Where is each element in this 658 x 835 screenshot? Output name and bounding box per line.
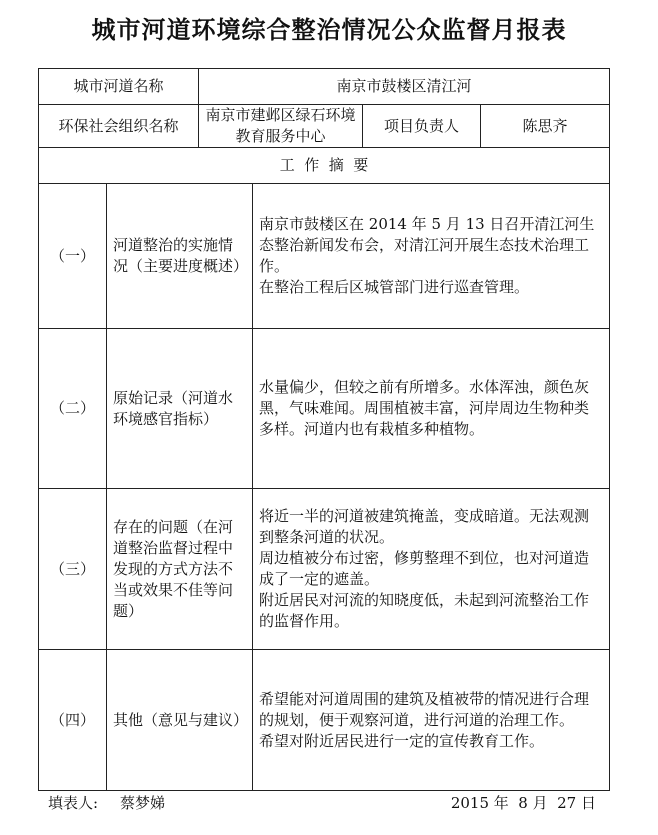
section-content <box>253 184 610 329</box>
section-label: 存在的问题（在河道整治监督过程中发现的方式方法不当或效果不佳等问题） <box>107 489 253 650</box>
section-content <box>253 329 610 489</box>
project-leader-value: 陈思齐 <box>481 105 610 148</box>
section-label: 原始记录（河道水环境感官指标） <box>107 329 253 489</box>
section-row <box>39 184 610 329</box>
section-paragraph: 水量偏少，但较之前有所增多。水体浑浊，颜色灰黑，气味难闻。周围植被丰富，河岸周边生物种类多样。河道内也有栽植多种植物。 <box>259 378 590 438</box>
summary-heading: 工 作 摘 要 <box>39 148 610 184</box>
org-name-value: 南京市建邺区绿石环境教育服务中心 <box>199 105 363 148</box>
section-paragraph: 南京市鼓楼区在 2014 年 5 月 13 日召开清江河生态整治新闻发布会，对清江河开展生态技术治理工作。 <box>259 215 595 275</box>
section-row <box>39 329 610 489</box>
section-paragraph: 在整治工程后区城管部门进行巡查管理。 <box>259 278 530 296</box>
section-paragraph: 希望对附近居民进行一定的宣传教育工作。 <box>259 731 545 750</box>
section-label: 河道整治的实施情况（主要进度概述） <box>107 184 253 329</box>
form-title: 城市河道环境综合整治情况公众监督月报表 <box>91 15 567 44</box>
summary-heading-row <box>39 148 610 184</box>
river-row <box>39 69 610 105</box>
org-name-label: 环保社会组织名称 <box>39 105 199 148</box>
filler-label: 填表人: <box>48 794 99 812</box>
section-number: （三） <box>39 489 107 650</box>
section-paragraph: 周边植被分布过密，修剪整理不到位，也对河道造成了一定的遮盖。 <box>259 549 590 588</box>
section-paragraph: 希望能对河道周围的建筑及植被带的情况进行合理的规划，便于观察河道，进行河道的治理工作。 <box>259 689 590 729</box>
section-paragraph: 附近居民对河流的知晓度低，未起到河流整治工作的监督作用。 <box>259 591 590 630</box>
section-number: （一） <box>39 184 107 329</box>
org-row <box>39 105 610 148</box>
report-table <box>38 68 610 791</box>
filler-name: 蔡梦娣 <box>120 794 166 812</box>
section-content <box>253 650 610 791</box>
section-content <box>253 489 610 650</box>
section-label: 其他（意见与建议） <box>107 650 253 791</box>
section-number: （四） <box>39 650 107 791</box>
river-name-label: 城市河道名称 <box>39 69 199 105</box>
section-paragraph: 将近一半的河道被建筑掩盖，变成暗道。无法观测到整条河道的状况。 <box>259 507 590 546</box>
fill-date: 2015 年 8 月 27 日 <box>450 794 596 812</box>
section-number: （二） <box>39 329 107 489</box>
section-row <box>39 489 610 650</box>
section-row <box>39 650 610 791</box>
river-name-value: 南京市鼓楼区清江河 <box>199 69 610 105</box>
project-leader-label: 项目负责人 <box>363 105 481 148</box>
